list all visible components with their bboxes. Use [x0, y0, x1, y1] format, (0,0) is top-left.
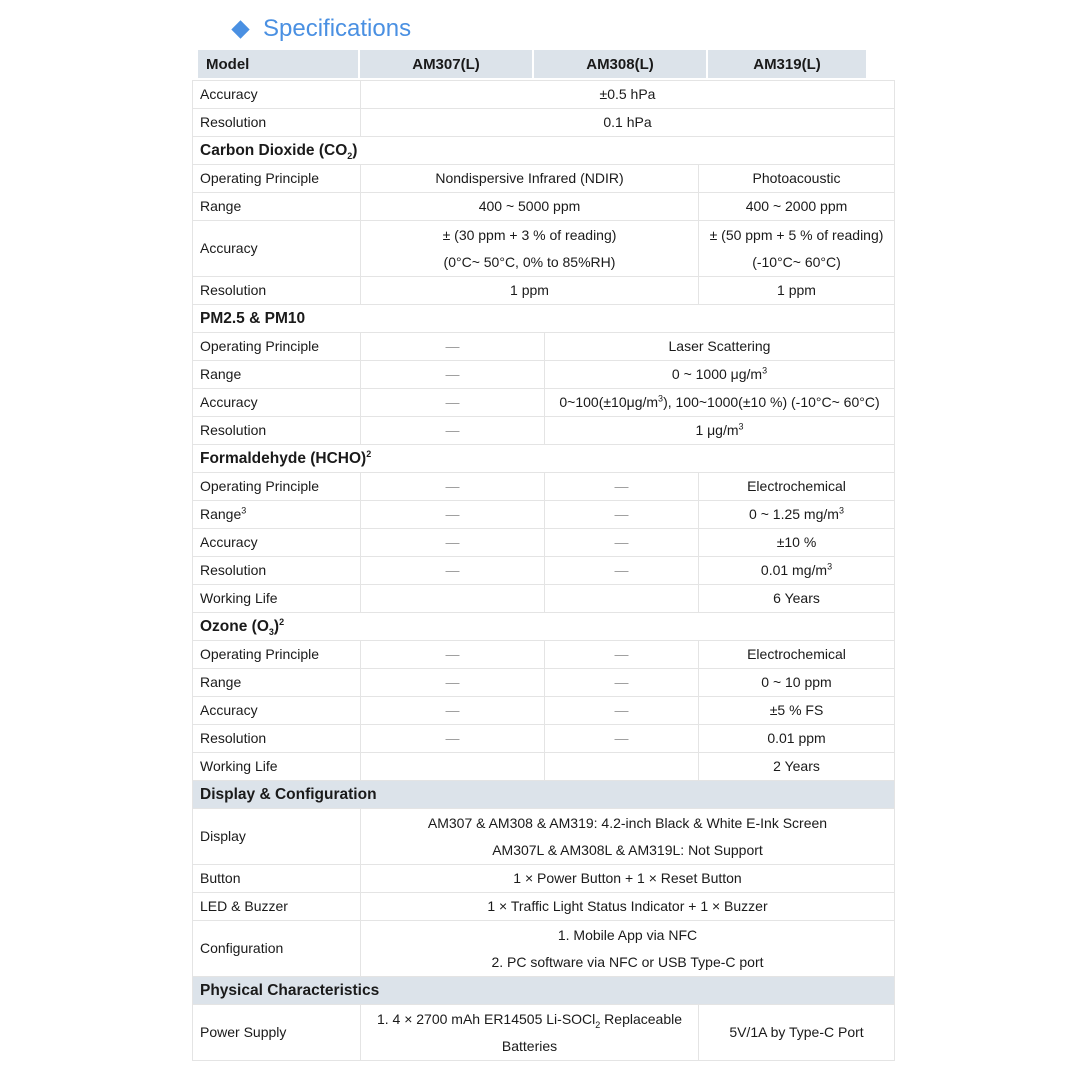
row-value: 1 ppm [361, 277, 699, 305]
row-label: Working Life [193, 753, 361, 781]
table-row [193, 585, 895, 613]
row-label: Button [193, 865, 361, 893]
row-label: Resolution [193, 277, 361, 305]
not-available-dash: — [361, 473, 545, 501]
row-value: 0 ~ 1.25 $mg/m^3$ [699, 501, 895, 529]
row-label: Operating Principle [193, 641, 361, 669]
empty-cell [361, 753, 545, 781]
not-available-dash: — [545, 641, 699, 669]
diamond-bullet-icon [231, 20, 249, 38]
row-value: 0 ~ 1000 $\mu g/m^3$ [545, 361, 895, 389]
table-row [193, 165, 895, 193]
row-label: Range [193, 193, 361, 221]
section-heading-display-configuration: Display & Configuration [193, 781, 895, 809]
row-label: Accuracy [193, 389, 361, 417]
section-heading-pm: PM2.5 & PM10 [193, 305, 895, 333]
row-value: 2 Years [699, 753, 895, 781]
not-available-dash: — [361, 361, 545, 389]
not-available-dash: — [361, 333, 545, 361]
table-row [193, 221, 895, 277]
row-value: 6 Years [699, 585, 895, 613]
row-value: ±5 % FS [699, 697, 895, 725]
table-row [193, 529, 895, 557]
table-row [193, 109, 895, 137]
row-label: Accuracy [193, 697, 361, 725]
not-available-dash: — [361, 641, 545, 669]
row-label: Resolution [193, 417, 361, 445]
table-row [193, 557, 895, 585]
page-title [232, 12, 411, 46]
table-row [193, 389, 895, 417]
row-value: ±0.5 hPa [361, 81, 895, 109]
row-label: Range$^3$ [193, 501, 361, 529]
not-available-dash: — [545, 725, 699, 753]
row-value: ± (50 ppm + 5 % of reading) (-10°C~ 60°C) [699, 221, 895, 277]
table-row [193, 809, 895, 865]
table-row [193, 501, 895, 529]
table-row [193, 697, 895, 725]
row-value: ± (30 ppm + 3 % of reading) (0°C~ 50°C, 0% to 85%RH) [361, 221, 699, 277]
table-row [193, 473, 895, 501]
row-value: 5V/1A by Type-C Port [699, 1005, 895, 1061]
not-available-dash: — [361, 501, 545, 529]
table-row [193, 193, 895, 221]
row-label: Range [193, 669, 361, 697]
row-value: 1. Mobile App via NFC 2. PC software via NFC or USB Type-C port [361, 921, 895, 977]
not-available-dash: — [361, 529, 545, 557]
specifications-table [192, 80, 895, 1061]
table-row [193, 669, 895, 697]
empty-cell [545, 585, 699, 613]
table-header [198, 50, 868, 78]
table-row [193, 753, 895, 781]
row-value: AM307 & AM308 & AM319: 4.2-inch Black & White E-Ink Screen AM307L & AM308L & AM319L: Not Support [361, 809, 895, 865]
empty-cell [361, 585, 545, 613]
row-value: 1 × Power Button + 1 × Reset Button [361, 865, 895, 893]
not-available-dash: — [361, 669, 545, 697]
not-available-dash: — [361, 417, 545, 445]
section-heading-hcho: Formaldehyde (HCHO)$^2$ [193, 445, 895, 473]
not-available-dash: — [545, 501, 699, 529]
table-row [193, 641, 895, 669]
row-label: LED & Buzzer [193, 893, 361, 921]
row-value: 0.1 hPa [361, 109, 895, 137]
row-value: 1. 4 × 2700 mAh ER14505 Li-SOCl$_2$ Replaceable Batteries [361, 1005, 699, 1061]
section-heading-physical-characteristics: Physical Characteristics [193, 977, 895, 1005]
section-heading-co2: Carbon Dioxide $(CO_2)$ [193, 137, 895, 165]
header-am307: AM307(L) [360, 50, 534, 78]
section-heading-ozone: Ozone $(O_3)^2$ [193, 613, 895, 641]
not-available-dash: — [361, 557, 545, 585]
row-label: Range [193, 361, 361, 389]
row-value: 0 ~ 10 ppm [699, 669, 895, 697]
table-row [193, 417, 895, 445]
not-available-dash: — [545, 697, 699, 725]
row-label: Display [193, 809, 361, 865]
row-label: Operating Principle [193, 165, 361, 193]
row-label: Accuracy [193, 221, 361, 277]
page-title-text: Specifications [263, 15, 412, 42]
row-label: Resolution [193, 557, 361, 585]
table-row [193, 725, 895, 753]
table-row [193, 893, 895, 921]
row-label: Resolution [193, 725, 361, 753]
table-row [193, 921, 895, 977]
row-value: Nondispersive Infrared (NDIR) [361, 165, 699, 193]
not-available-dash: — [361, 697, 545, 725]
row-value: 0.01 ppm [699, 725, 895, 753]
row-label: Accuracy [193, 529, 361, 557]
row-value: $0\sim 100(\pm 10\mu g/m^3)$, 100~1000(±10 %) (-10°C~ 60°C) [545, 389, 895, 417]
row-value: 1 ppm [699, 277, 895, 305]
row-value: ±10 % [699, 529, 895, 557]
not-available-dash: — [545, 473, 699, 501]
row-label: Operating Principle [193, 333, 361, 361]
not-available-dash: — [545, 557, 699, 585]
row-value: 0.01 $mg/m^3$ [699, 557, 895, 585]
row-value: Electrochemical [699, 473, 895, 501]
row-value: Photoacoustic [699, 165, 895, 193]
row-value: Electrochemical [699, 641, 895, 669]
row-value: 400 ~ 2000 ppm [699, 193, 895, 221]
row-label: Configuration [193, 921, 361, 977]
table-row [193, 865, 895, 893]
table-row [193, 277, 895, 305]
row-label: Resolution [193, 109, 361, 137]
row-label: Power Supply [193, 1005, 361, 1061]
header-am319: AM319(L) [708, 50, 868, 78]
row-value: Laser Scattering [545, 333, 895, 361]
row-value: 1 $\mu g/m^3$ [545, 417, 895, 445]
not-available-dash: — [545, 529, 699, 557]
row-value: 1 × Traffic Light Status Indicator + 1 × Buzzer [361, 893, 895, 921]
row-value: 400 ~ 5000 ppm [361, 193, 699, 221]
empty-cell [545, 753, 699, 781]
header-model: Model [198, 50, 360, 78]
table-row [193, 1005, 895, 1061]
table-row [193, 333, 895, 361]
row-label: Operating Principle [193, 473, 361, 501]
row-label: Accuracy [193, 81, 361, 109]
table-row [193, 361, 895, 389]
not-available-dash: — [545, 669, 699, 697]
not-available-dash: — [361, 725, 545, 753]
table-row [193, 81, 895, 109]
not-available-dash: — [361, 389, 545, 417]
header-am308: AM308(L) [534, 50, 708, 78]
row-label: Working Life [193, 585, 361, 613]
